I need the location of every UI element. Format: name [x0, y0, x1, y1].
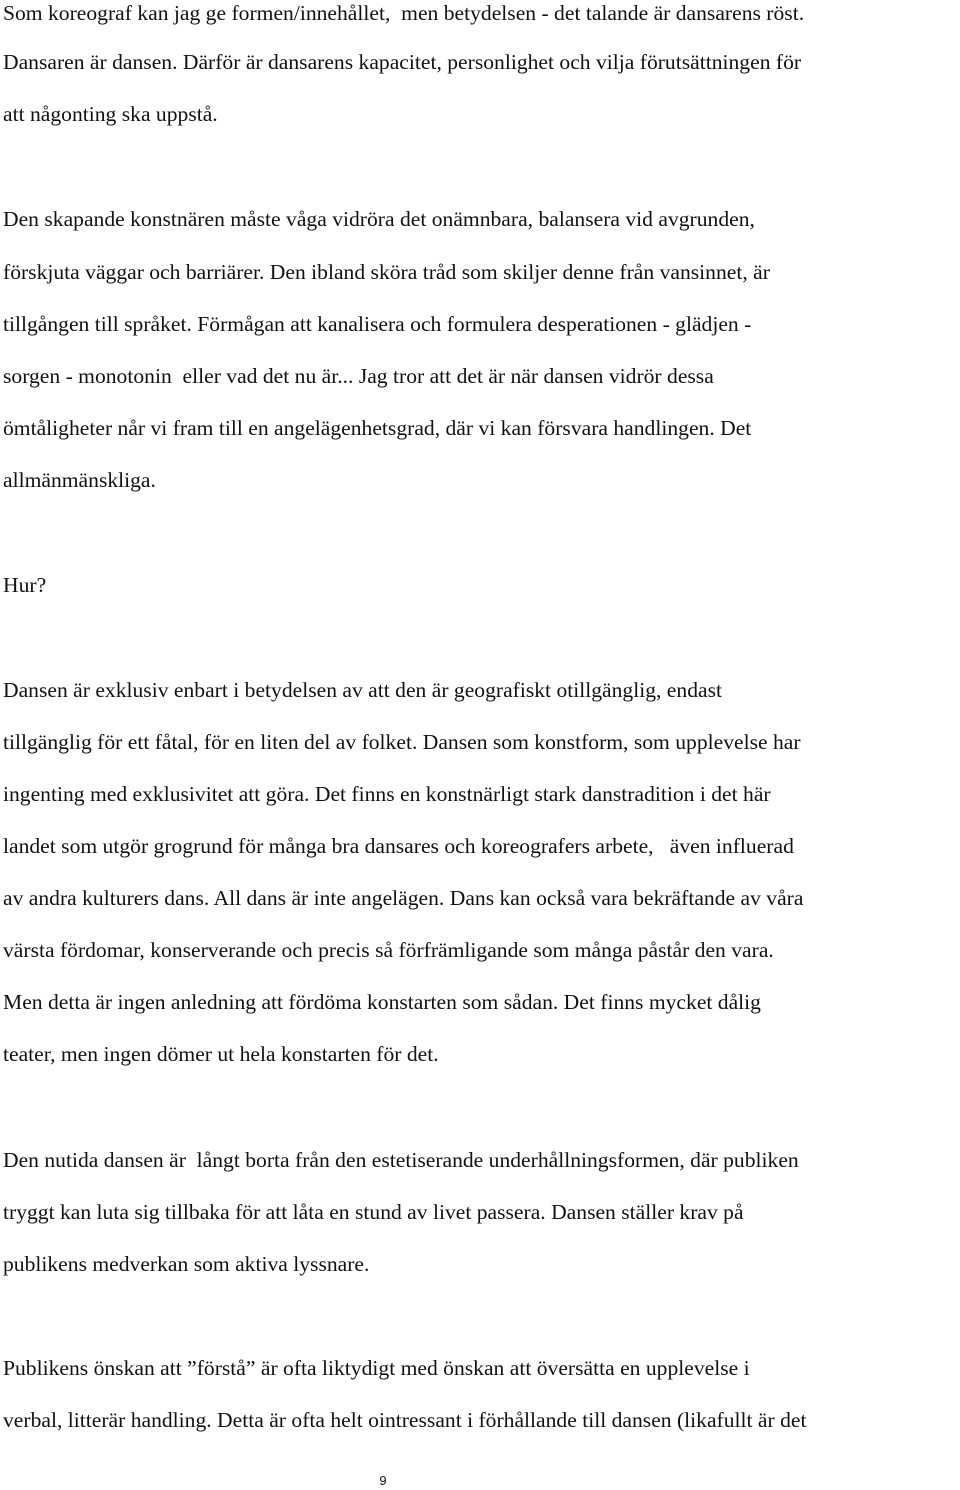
paragraph-2-line-4: sorgen - monotonin eller vad det nu är... Jag tror att det är när dansen vidrör dessa: [3, 364, 714, 388]
paragraph-6-line-2: verbal, litterär handling. Detta är ofta helt ointressant i förhållande till dansen (likafullt är det: [3, 1408, 807, 1432]
paragraph-1-line-2: Dansaren är dansen. Därför är dansarens kapacitet, personlighet och vilja förutsättningen för: [3, 50, 802, 74]
page-number: 9: [379, 1473, 387, 1488]
paragraph-1-line-1: Som koreograf kan jag ge formen/innehållet, men betydelsen - det talande är dansarens röst.: [3, 1, 805, 25]
paragraph-2-line-2: förskjuta väggar och barriärer. Den ibland sköra tråd som skiljer denne från vansinnet, är: [3, 260, 770, 284]
paragraph-4-line-4: landet som utgör grogrund för många bra dansares och koreografers arbete, även influerad: [3, 834, 794, 858]
paragraph-4-line-2: tillgänglig för ett fåtal, för en liten del av folket. Dansen som konstform, som upplevelse har: [3, 730, 801, 754]
paragraph-6-line-1: Publikens önskan att ”förstå” är ofta liktydigt med önskan att översätta en upplevelse i: [3, 1356, 750, 1380]
paragraph-1-line-3: att någonting ska uppstå.: [3, 102, 218, 126]
paragraph-4-line-1: Dansen är exklusiv enbart i betydelsen av att den är geografiskt otillgänglig, endast: [3, 678, 722, 702]
paragraph-3-line-1: Hur?: [3, 573, 47, 597]
paragraph-4-line-3: ingenting med exklusivitet att göra. Det finns en konstnärligt stark danstradition i det här: [3, 782, 771, 806]
paragraph-2-line-5: ömtåligheter når vi fram till en angelägenhetsgrad, där vi kan försvara handlingen. Det: [3, 416, 752, 440]
paragraph-4-line-8: teater, men ingen dömer ut hela konstarten för det.: [3, 1042, 439, 1066]
paragraph-2-line-1: Den skapande konstnären måste våga vidröra det onämnbara, balansera vid avgrunden,: [3, 207, 755, 231]
paragraph-2-line-6: allmänmänskliga.: [3, 468, 156, 492]
paragraph-4-line-5: av andra kulturers dans. All dans är inte angelägen. Dans kan också vara bekräftande av våra: [3, 886, 804, 910]
paragraph-5-line-3: publikens medverkan som aktiva lyssnare.: [3, 1252, 370, 1276]
paragraph-2-line-3: tillgången till språket. Förmågan att kanalisera och formulera desperationen - glädjen -: [3, 312, 752, 336]
paragraph-4-line-7: Men detta är ingen anledning att fördöma konstarten som sådan. Det finns mycket dålig: [3, 990, 761, 1014]
paragraph-5-line-2: tryggt kan luta sig tillbaka för att låta en stund av livet passera. Dansen ställer krav på: [3, 1200, 744, 1224]
paragraph-4-line-6: värsta fördomar, konserverande och precis så förfrämligande som många påstår den vara.: [3, 938, 774, 962]
paragraph-5-line-1: Den nutida dansen är långt borta från den estetiserande underhållningsformen, där publiken: [3, 1148, 799, 1172]
